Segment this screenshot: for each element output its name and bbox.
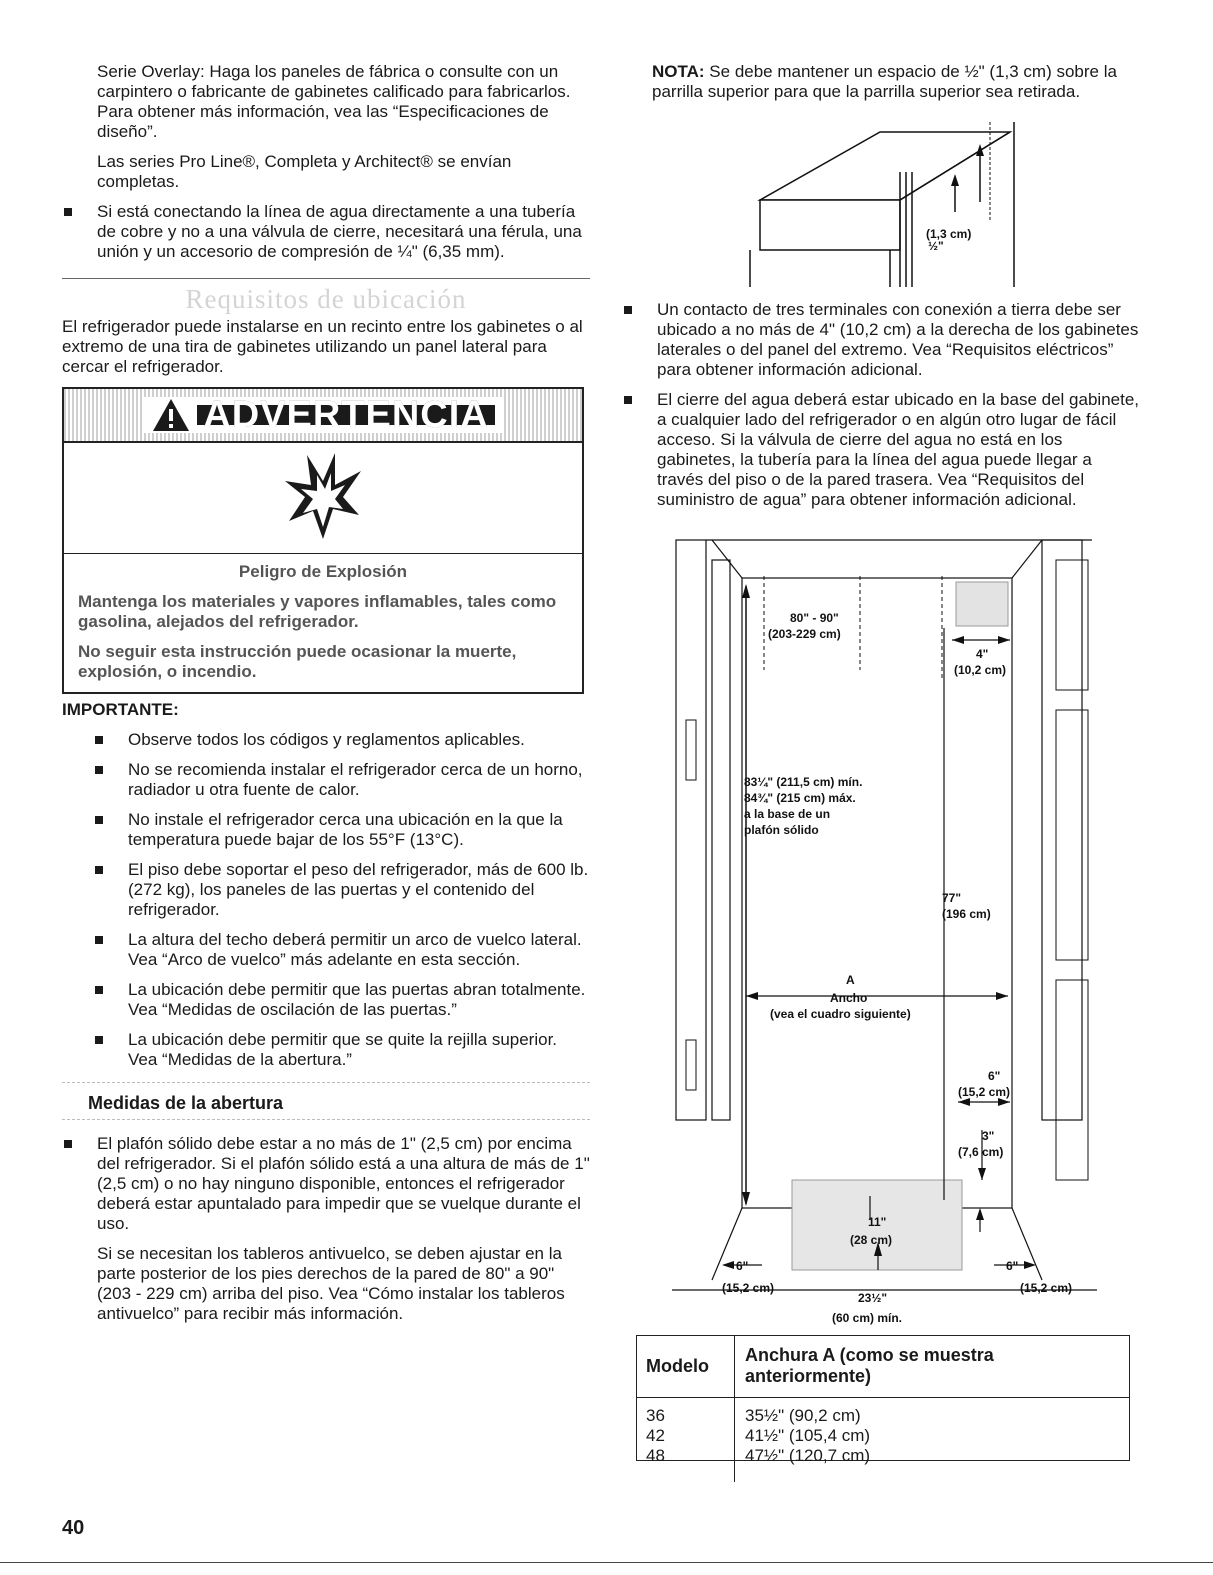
nota-text: Se debe mantener un espacio de ½" (1,3 cm) sobre la parrilla superior para que la parrilla superior sea retirada. — [652, 62, 1117, 101]
depth-3: 3" — [982, 1129, 995, 1143]
bottom-rule — [0, 1562, 1213, 1563]
plafon-bullet: El plafón sólido debe estar a no más de 1" (2,5 cm) por encima del refrigerador. Si el plafón sólido está a una altura de más de 1" (2,5 cm) o no hay ninguno disponible, entonces el refrigerador deberá estar apuntalado para impedir que se vuelque durante el uso. — [62, 1134, 590, 1234]
list-item: Observe todos los códigos y reglamentos aplicables. — [62, 730, 590, 750]
table-row — [636, 1426, 1130, 1446]
table-cell: 41½" (105,4 cm) — [745, 1426, 871, 1445]
list-item: La ubicación debe permitir que las puertas abran totalmente. Vea “Medidas de oscilación de las puertas.” — [62, 980, 590, 1020]
outlet-distance: 4" — [976, 647, 989, 661]
depth-23-cm: (60 cm) mín. — [832, 1311, 903, 1325]
table-header: Anchura A (como se muestra anteriormente) — [735, 1335, 1131, 1398]
warning-line-2: No seguir esta instrucción puede ocasionar la muerte, explosión, o incendio. — [78, 642, 517, 681]
depth-23: 23½" — [858, 1291, 888, 1305]
warning-line-1: Mantenga los materiales y vapores inflamables, tales como gasolina, alejados del refrigerador. — [78, 592, 557, 631]
opening-subheading: Medidas de la abertura — [62, 1082, 590, 1120]
width-word: Ancho — [830, 991, 868, 1005]
grille-diagram — [740, 112, 1040, 287]
depth-3-cm: (7,6 cm) — [958, 1145, 1004, 1159]
left-6: 6" — [736, 1259, 749, 1273]
table-cell: 42 — [636, 1426, 735, 1446]
location-intro: El refrigerador puede instalarse en un recinto entre los gabinetes o al extremo de una tira de gabinetes utilizando un panel lateral para cercar el refrigerador. — [62, 317, 583, 376]
right-6-bottom-cm: (15,2 cm) — [1020, 1281, 1073, 1295]
antivuelco-paragraph: Si se necesitan los tableros antivuelco, se deben ajustar en la parte posterior de los pies derechos de la pared de 80" a 90" (203 - 229 cm) arriba del piso. Vea “Cómo instalar los tableros antivuelco” para recibir más información. — [97, 1244, 565, 1323]
height-77-cm: (196 cm) — [942, 907, 991, 921]
left-column — [62, 62, 590, 1334]
warning-subtitle: Peligro de Explosión — [238, 562, 408, 581]
page-number: 40 — [62, 1517, 85, 1539]
soffit-max: 84¾" (215 cm) máx. — [744, 791, 856, 805]
right-6-top-cm: (15,2 cm) — [958, 1085, 1011, 1099]
depth-11-cm: (28 cm) — [850, 1233, 893, 1247]
copper-bullet: Si está conectando la línea de agua directamente a una tubería de cobre y no a una válvula de cierre, necesitará una férula, una unión y un accesorio de compresión de ¼" (6,35 mm). — [62, 202, 590, 262]
outlet-distance-cm: (10,2 cm) — [954, 663, 1007, 677]
warning-triangle-icon — [151, 397, 191, 433]
warning-title: ADVERTENCIA — [197, 405, 494, 425]
width-note: (vea el cuadro siguiente) — [770, 1007, 911, 1021]
grille-dim: ½" — [928, 239, 944, 253]
soffit-note-1: a la base de un — [744, 807, 831, 821]
list-item: No instale el refrigerador cerca una ubicación en la que la temperatura puede bajar de los 55°F (13°C). — [62, 810, 590, 850]
explosion-icon — [283, 451, 363, 546]
table-header: Modelo — [636, 1335, 735, 1398]
warning-header — [64, 389, 582, 443]
importante-label: IMPORTANTE: — [62, 700, 179, 719]
warning-box — [62, 387, 584, 694]
table-row — [636, 1398, 1130, 1427]
section-divider — [62, 278, 590, 279]
depth-11: 11" — [868, 1215, 887, 1229]
opening-diagram — [672, 520, 1097, 1330]
right-6-bottom: 6" — [1006, 1259, 1019, 1273]
list-item: La ubicación debe permitir que se quite la rejilla superior. Vea “Medidas de la abertura.” — [62, 1030, 590, 1070]
list-item: No se recomienda instalar el refrigerador cerca de un horno, radiador u otra fuente de calor. — [62, 760, 590, 800]
table-cell: 47½" (120,7 cm) — [745, 1446, 871, 1465]
table-cell: 35½" (90,2 cm) — [745, 1406, 861, 1425]
height-77: 77" — [942, 891, 962, 905]
water-bullet: El cierre del agua deberá estar ubicado en la base del gabinete, a cualquier lado del refrigerador o en algún otro lugar de fácil acceso. Si la válvula de cierre del agua no está en los gabinetes, la tubería para la línea del agua puede llegar a través del piso o de la pared trasera. Vea “Requisitos del suministro de agua” para obtener información adicional. — [622, 390, 1142, 510]
right-column — [622, 62, 1142, 112]
series-paragraph: Las series Pro Line®, Completa y Architect® se envían completas. — [97, 152, 512, 191]
overlay-paragraph: Serie Overlay: Haga los paneles de fábrica o consulte con un carpintero o fabricante de gabinetes calificado para fabricarlos. Para obtener más información, vea las “Especificaciones de diseño”. — [97, 62, 571, 141]
soffit-note-2: plafón sólido — [744, 823, 819, 837]
table-cell: 36 — [636, 1398, 735, 1427]
soffit-min: 83¼" (211,5 cm) mín. — [744, 775, 863, 789]
left-6-cm: (15,2 cm) — [722, 1281, 775, 1295]
model-width-table — [636, 1335, 1130, 1482]
grille-dim-cm: (1,3 cm) — [926, 227, 972, 241]
width-letter: A — [846, 973, 855, 987]
section-heading: Requisitos de ubicación — [185, 284, 467, 314]
right-6-top: 6" — [988, 1069, 1001, 1083]
list-item: El piso debe soportar el peso del refrigerador, más de 600 lb. (272 kg), los paneles de las puertas y el contenido del refrigerador. — [62, 860, 590, 920]
nota-label: NOTA: — [652, 62, 705, 81]
table-cell: 48 — [636, 1446, 735, 1482]
list-item: La altura del techo deberá permitir un arco de vuelco lateral. Vea “Arco de vuelco” más adelante en esta sección. — [62, 930, 590, 970]
height-range-label: 80" - 90" — [790, 611, 839, 625]
table-row — [636, 1446, 1130, 1482]
height-range-cm: (203-229 cm) — [768, 627, 841, 641]
contact-bullet: Un contacto de tres terminales con conexión a tierra debe ser ubicado a no más de 4" (10,2 cm) a la derecha de los gabinetes laterales o del panel del extremo. Vea “Requisitos eléctricos” para obtener información adicional. — [622, 300, 1142, 380]
